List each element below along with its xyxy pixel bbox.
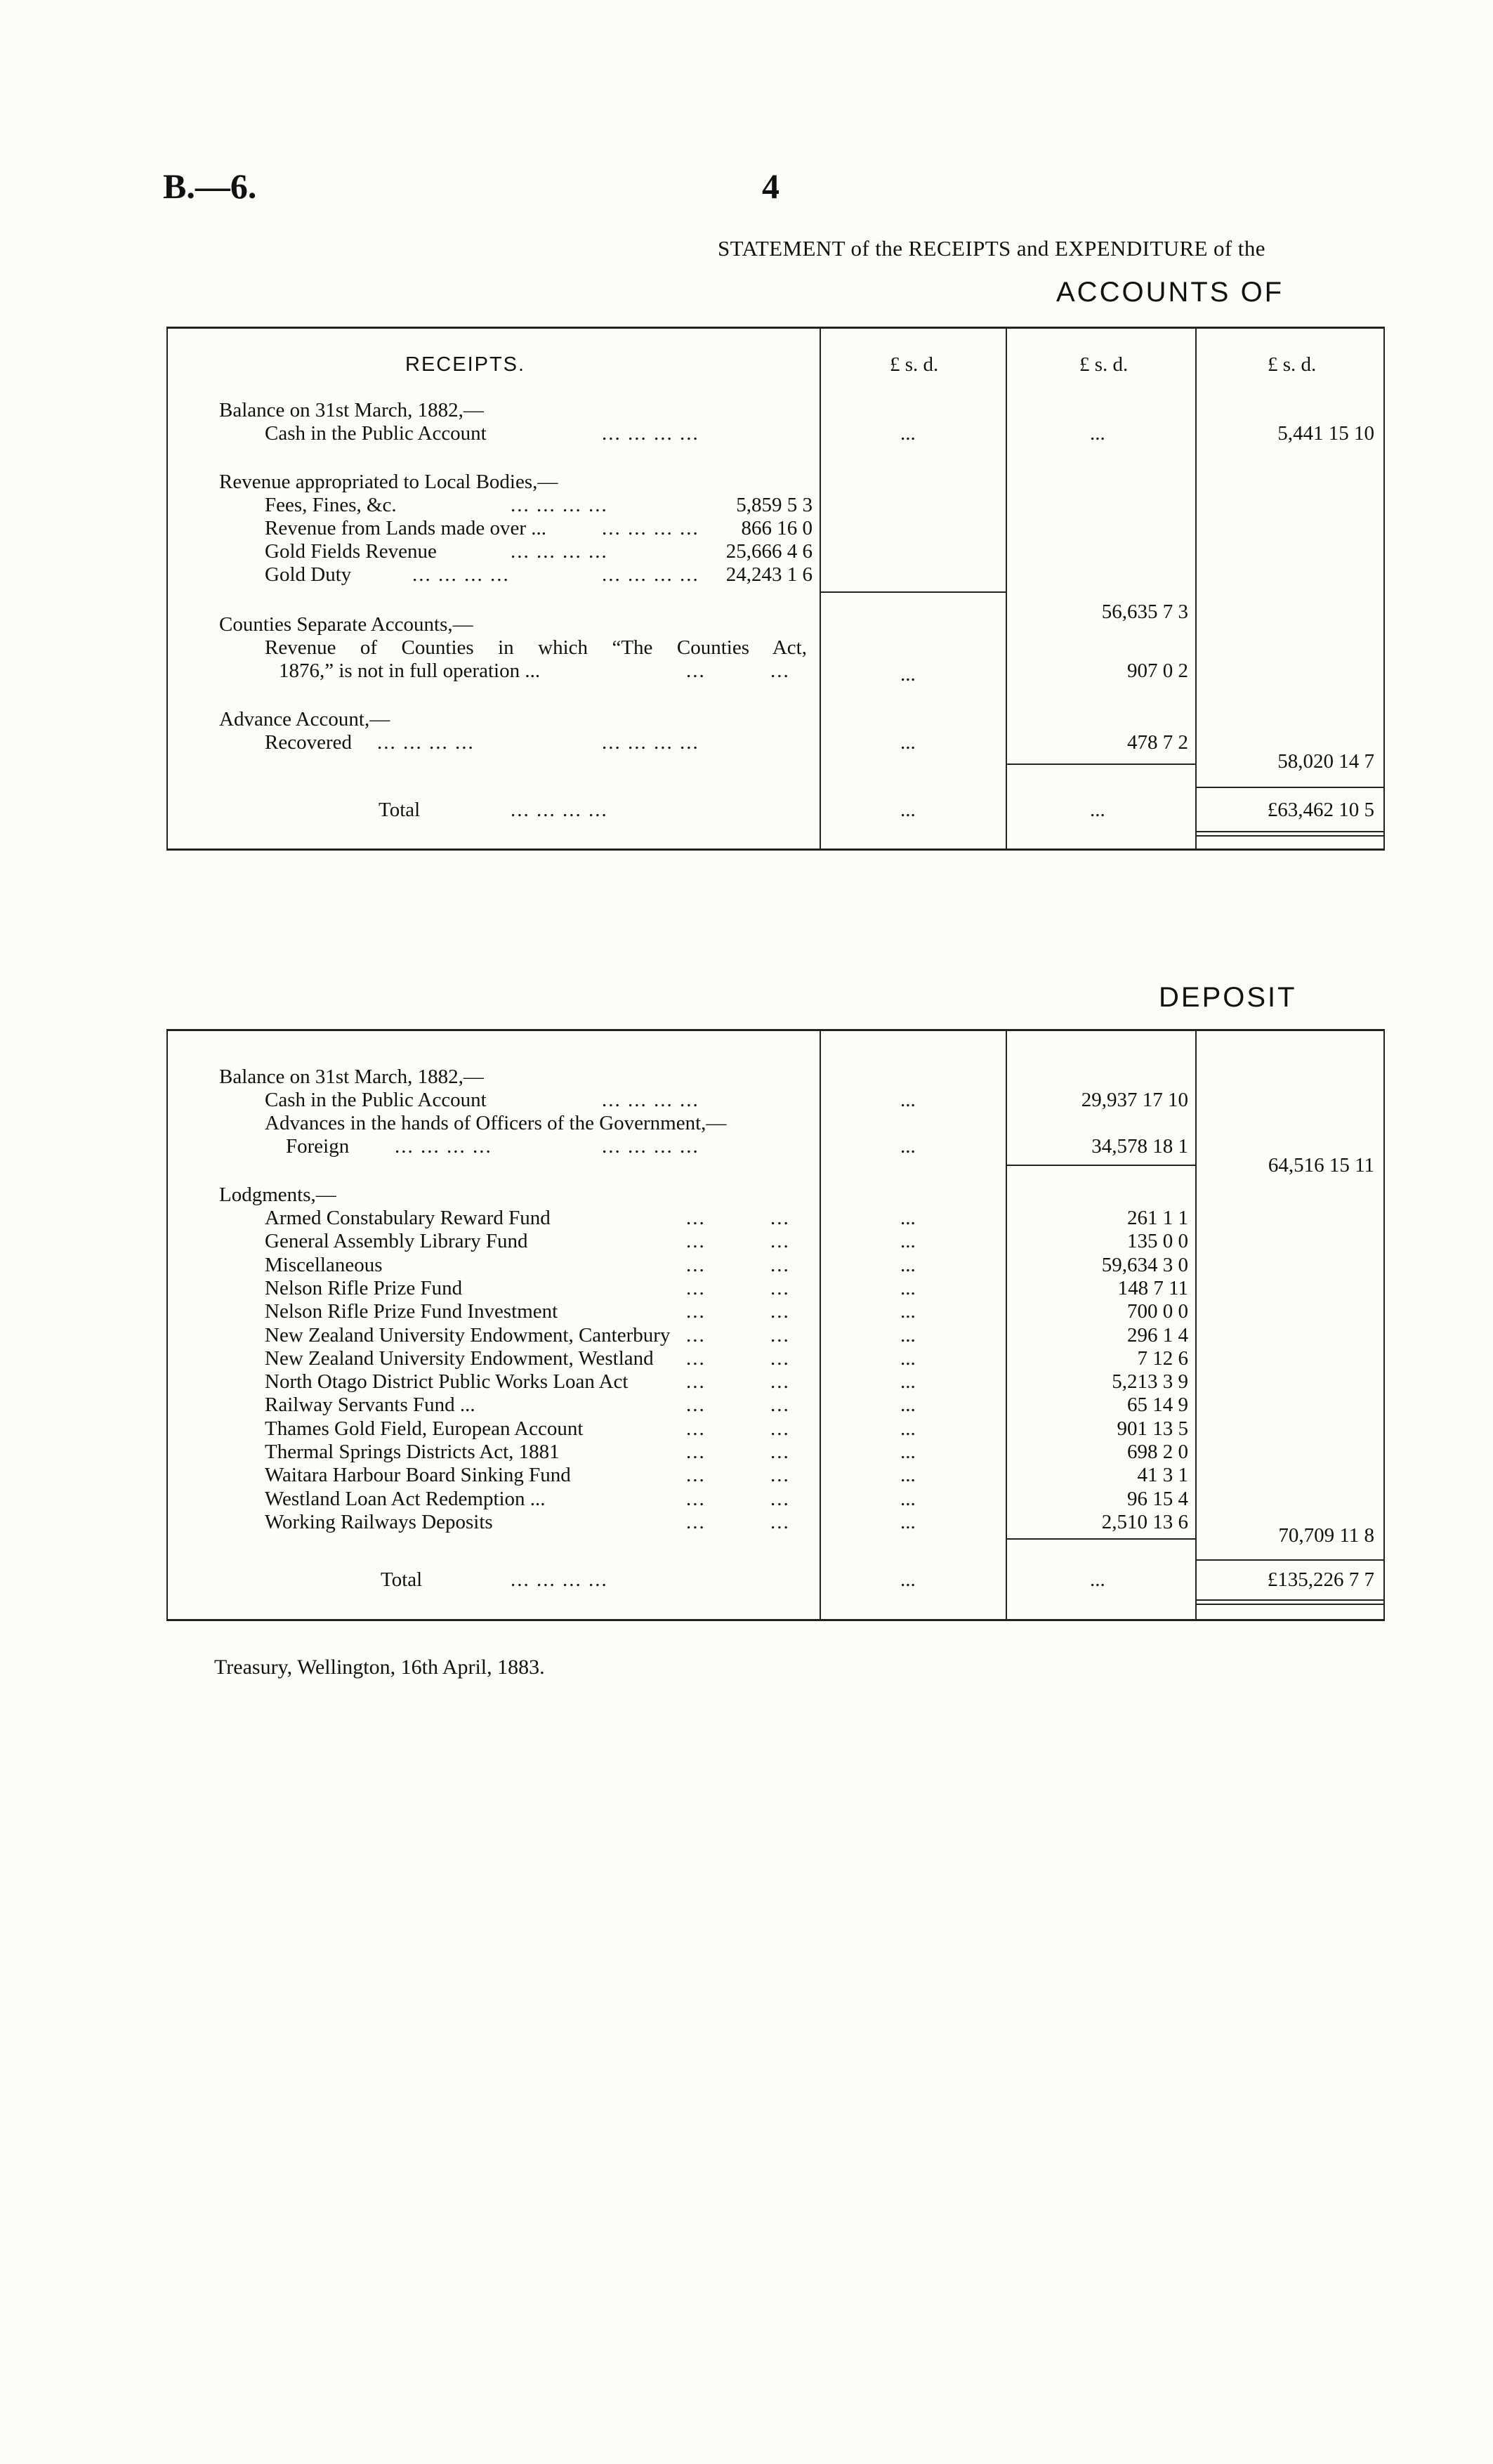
leader-dots: ...	[770, 1511, 790, 1533]
amount: 866 16 0	[741, 517, 813, 539]
leader-dots: ... ... ... ...	[412, 563, 510, 586]
leader-dots: ... ... ... ...	[377, 731, 475, 754]
row-label: Revenue of Counties in which “The Counties Act,	[265, 636, 807, 659]
total-label: Total	[381, 1568, 423, 1591]
section-heading: Lodgments,—	[219, 1184, 336, 1206]
nil-cell: ...	[900, 1464, 916, 1486]
row-label: Cash in the Public Account	[265, 1089, 487, 1111]
nil-cell: ...	[900, 1254, 916, 1276]
lodgment-amount: 261 1 1	[1127, 1207, 1188, 1229]
leader-dots: ...	[686, 1464, 706, 1486]
amount: 5,441 15 10	[1277, 422, 1374, 445]
lodgment-label: Westland Loan Act Redemption ...	[265, 1488, 546, 1510]
leader-dots: ...	[770, 1488, 790, 1510]
leader-dots: ...	[770, 1300, 790, 1323]
column-header: £ s. d.	[1079, 353, 1129, 376]
leader-dots: ...	[770, 1347, 790, 1370]
amount: 64,516 15 11	[1268, 1154, 1374, 1177]
amount: 25,666 4 6	[725, 540, 813, 563]
nil-cell: ...	[900, 1324, 916, 1346]
lodgment-amount: 700 0 0	[1127, 1300, 1188, 1323]
nil-cell: ...	[1090, 422, 1105, 445]
amount: 56,635 7 3	[1101, 601, 1188, 623]
lodgment-amount: 2,510 13 6	[1101, 1511, 1188, 1533]
table-bottom-rule	[166, 848, 1385, 851]
column-rule	[820, 1029, 821, 1621]
nil-cell: ...	[900, 1370, 916, 1393]
leader-dots: ...	[686, 1324, 706, 1346]
total-rule	[1197, 831, 1383, 832]
table-bottom-rule	[166, 1619, 1385, 1621]
receipts-title: RECEIPTS.	[405, 353, 526, 376]
amount: 5,859 5 3	[736, 494, 813, 516]
subtotal-rule	[1197, 787, 1383, 788]
lodgment-label: Thames Gold Field, European Account	[265, 1417, 584, 1440]
grand-total: £135,226 7 7	[1267, 1568, 1374, 1591]
leader-dots: ...	[686, 1511, 706, 1533]
section-heading: Revenue appropriated to Local Bodies,—	[219, 471, 558, 493]
amount: 34,578 18 1	[1091, 1135, 1188, 1158]
deposit-heading: DEPOSIT	[1159, 982, 1297, 1013]
lodgment-amount: 698 2 0	[1127, 1441, 1188, 1463]
lodgment-label: North Otago District Public Works Loan Act	[265, 1370, 629, 1393]
leader-dots: ...	[686, 1347, 706, 1370]
leader-dots: ...	[770, 1464, 790, 1486]
nil-cell: ...	[900, 1441, 916, 1463]
lodgment-label: Railway Servants Fund ...	[265, 1394, 475, 1416]
table-top-rule	[166, 1029, 1385, 1031]
footer-note: Treasury, Wellington, 16th April, 1883.	[214, 1656, 545, 1679]
leader-dots: ...	[770, 1324, 790, 1346]
nil-cell: ...	[900, 422, 916, 445]
nil-cell: ...	[900, 799, 916, 821]
nil-cell: ...	[900, 1347, 916, 1370]
leader-dots: ...	[770, 1417, 790, 1440]
nil-cell: ...	[900, 1568, 916, 1591]
lodgment-amount: 96 15 4	[1127, 1488, 1188, 1510]
page-reference: B.—6.	[163, 166, 257, 206]
leader-dots: ... ... ... ...	[602, 1135, 699, 1158]
nil-cell: ...	[900, 1135, 916, 1158]
deposit-table	[166, 1029, 1385, 1621]
lodgment-amount: 41 3 1	[1137, 1464, 1188, 1486]
nil-cell: ...	[1090, 1568, 1105, 1591]
row-label: Gold Duty	[265, 563, 352, 586]
column-rule	[1195, 327, 1197, 850]
leader-dots: ...	[770, 1277, 790, 1299]
leader-dots: ... ... ... ...	[602, 1089, 699, 1111]
lodgment-amount: 65 14 9	[1127, 1394, 1188, 1416]
amount: 478 7 2	[1127, 731, 1188, 754]
lodgment-amount: 901 13 5	[1117, 1417, 1188, 1440]
section-heading: Balance on 31st March, 1882,—	[219, 1066, 484, 1088]
leader-dots: ...	[686, 1207, 706, 1229]
column-rule	[1006, 327, 1007, 850]
leader-dots: ... ... ... ...	[602, 563, 699, 586]
statement-title: STATEMENT of the RECEIPTS and EXPENDITURE of the	[718, 236, 1265, 261]
grand-total: £63,462 10 5	[1267, 799, 1374, 821]
column-header: £ s. d.	[1268, 353, 1317, 376]
amount: 24,243 1 6	[725, 563, 813, 586]
leader-dots: ... ... ... ...	[395, 1135, 492, 1158]
subtotal-rule	[1007, 1538, 1195, 1540]
total-label: Total	[379, 799, 421, 821]
leader-dots: ...	[770, 1207, 790, 1229]
amount: 70,709 11 8	[1278, 1524, 1374, 1547]
row-label: Recovered	[265, 731, 352, 754]
lodgment-label: Thermal Springs Districts Act, 1881	[265, 1441, 560, 1463]
leader-dots: ...	[686, 1441, 706, 1463]
amount: 29,937 17 10	[1081, 1089, 1188, 1111]
nil-cell: ...	[900, 1417, 916, 1440]
lodgment-label: New Zealand University Endowment, Westland	[265, 1347, 654, 1370]
nil-cell: ...	[900, 1488, 916, 1510]
nil-cell: ...	[900, 1089, 916, 1111]
amount: 58,020 14 7	[1277, 750, 1374, 773]
lodgment-amount: 296 1 4	[1127, 1324, 1188, 1346]
leader-dots: ...	[686, 1230, 706, 1252]
nil-cell: ...	[900, 1300, 916, 1323]
total-rule	[1197, 1604, 1383, 1605]
nil-cell: ...	[900, 1230, 916, 1252]
lodgment-label: Working Railways Deposits	[265, 1511, 493, 1533]
lodgment-amount: 5,213 3 9	[1112, 1370, 1188, 1393]
lodgment-label: Nelson Rifle Prize Fund Investment	[265, 1300, 558, 1323]
total-rule	[1197, 835, 1383, 837]
subtotal-rule	[821, 591, 1006, 593]
row-label: 1876,” is not in full operation ...	[279, 660, 541, 682]
lodgment-amount: 148 7 11	[1117, 1277, 1188, 1299]
section-heading: Advance Account,—	[219, 708, 390, 730]
lodgment-label: Miscellaneous	[265, 1254, 383, 1276]
row-label: Advances in the hands of Officers of the Government,—	[265, 1112, 727, 1134]
section-heading: Balance on 31st March, 1882,—	[219, 399, 484, 421]
leader-dots: ... ... ... ...	[511, 799, 608, 821]
nil-cell: ...	[900, 1511, 916, 1533]
lodgment-amount: 7 12 6	[1137, 1347, 1188, 1370]
leader-dots: ...	[770, 1230, 790, 1252]
leader-dots: ...	[686, 1370, 706, 1393]
lodgment-label: Armed Constabulary Reward Fund	[265, 1207, 551, 1229]
leader-dots: ... ... ... ...	[511, 540, 608, 563]
leader-dots: ...	[770, 1441, 790, 1463]
column-rule	[166, 1029, 168, 1621]
total-rule	[1197, 1599, 1383, 1601]
lodgment-label: Waitara Harbour Board Sinking Fund	[265, 1464, 571, 1486]
leader-dots: ...	[770, 1254, 790, 1276]
lodgment-amount: 59,634 3 0	[1101, 1254, 1188, 1276]
subtotal-rule	[1007, 1165, 1195, 1166]
leader-dots: ...	[686, 1277, 706, 1299]
leader-dots: ... ... ... ...	[602, 517, 699, 539]
section-heading: Counties Separate Accounts,—	[219, 613, 473, 636]
leader-dots: ... ... ... ...	[602, 731, 699, 754]
table-top-rule	[166, 327, 1385, 329]
subtotal-rule	[1197, 1559, 1383, 1561]
amount: 907 0 2	[1127, 660, 1188, 682]
column-header: £ s. d.	[890, 353, 939, 376]
nil-cell: ...	[1090, 799, 1105, 821]
column-rule	[1195, 1029, 1197, 1621]
leader-dots: ...	[686, 1300, 706, 1323]
page-number: 4	[762, 166, 780, 206]
column-rule	[1383, 327, 1385, 850]
leader-dots: ...	[686, 1394, 706, 1416]
column-rule	[1383, 1029, 1385, 1621]
row-label: Foreign	[286, 1135, 350, 1158]
leader-dots: ...	[686, 660, 706, 682]
row-label: Gold Fields Revenue	[265, 540, 437, 563]
row-label: Revenue from Lands made over ...	[265, 517, 547, 539]
nil-cell: ...	[900, 1277, 916, 1299]
lodgment-label: Nelson Rifle Prize Fund	[265, 1277, 463, 1299]
leader-dots: ...	[770, 660, 790, 682]
leader-dots: ...	[686, 1488, 706, 1510]
row-label: Fees, Fines, &c.	[265, 494, 397, 516]
leader-dots: ... ... ... ...	[602, 422, 699, 445]
lodgment-amount: 135 0 0	[1127, 1230, 1188, 1252]
row-label: Cash in the Public Account	[265, 422, 487, 445]
column-rule	[820, 327, 821, 850]
leader-dots: ...	[686, 1254, 706, 1276]
nil-cell: ...	[900, 1394, 916, 1416]
leader-dots: ...	[770, 1370, 790, 1393]
leader-dots: ... ... ... ...	[511, 1568, 608, 1591]
leader-dots: ... ... ... ...	[511, 494, 608, 516]
nil-cell: ...	[900, 731, 916, 754]
nil-cell: ...	[900, 1207, 916, 1229]
column-rule	[166, 327, 168, 850]
leader-dots: ...	[686, 1417, 706, 1440]
column-rule	[1006, 1029, 1007, 1621]
lodgment-label: New Zealand University Endowment, Canterbury	[265, 1324, 671, 1346]
lodgment-label: General Assembly Library Fund	[265, 1230, 528, 1252]
receipts-table	[166, 327, 1385, 850]
nil-cell: ...	[900, 663, 916, 686]
subtotal-rule	[1007, 764, 1195, 765]
leader-dots: ...	[770, 1394, 790, 1416]
accounts-heading: ACCOUNTS OF	[1056, 277, 1284, 308]
